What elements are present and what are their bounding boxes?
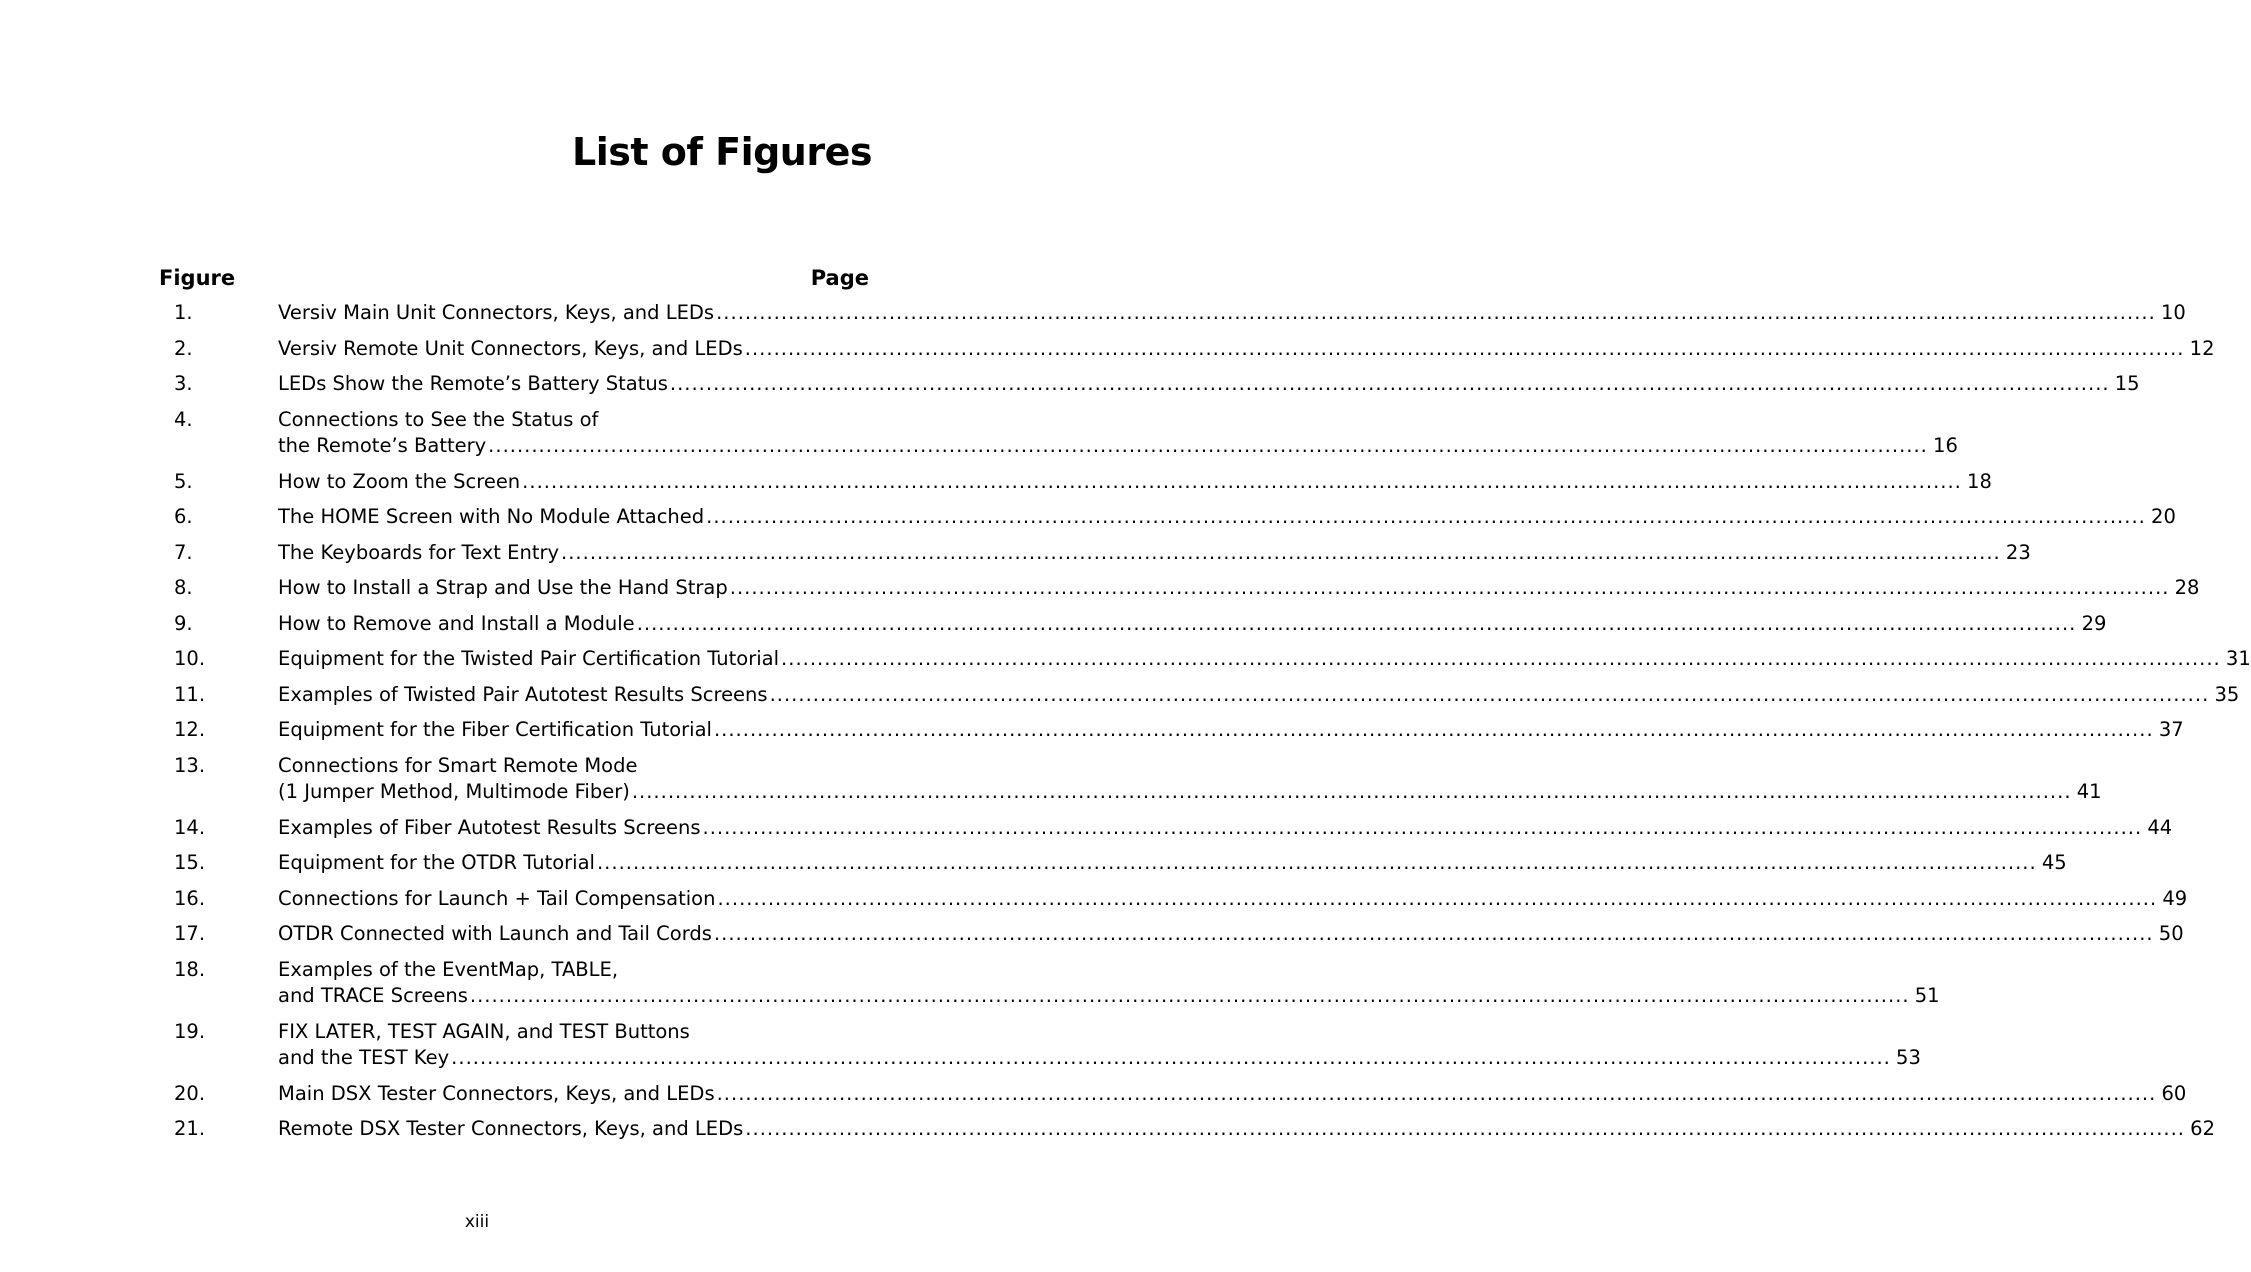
figure-entry (174, 717, 2184, 744)
dot-leader: ........................................................................................................................................................................................................ (469, 984, 1910, 1007)
figure-title: Versiv Remote Unit Connectors, Keys, and LEDs (278, 336, 743, 360)
figure-entry (174, 921, 2184, 948)
dot-leader: ........................................................................................................................................................................................................ (729, 576, 2170, 599)
figure-title: Connections to See the Status of (278, 407, 599, 431)
dot-leader: ........................................................................................................................................................................................................ (745, 1117, 2185, 1140)
dot-leader: ........................................................................................................................................................................................................ (488, 434, 1928, 457)
dot-leader: ........................................................................................................................................................................................................ (669, 372, 2110, 395)
figure-title: Examples of Fiber Autotest Results Screens (278, 815, 701, 839)
figure-entry (174, 504, 2176, 531)
figure-page-number: 49 (2162, 886, 2188, 910)
figure-page-number: 60 (2161, 1081, 2187, 1105)
dot-leader: ........................................................................................................................................................................................................ (713, 922, 2154, 945)
figure-entry (174, 336, 2215, 363)
figure-entry (174, 611, 2107, 638)
figure-title: OTDR Connected with Launch and Tail Cords (278, 922, 712, 945)
dot-leader: ........................................................................................................................................................................................................ (706, 505, 2146, 528)
figure-number: 7. (174, 540, 193, 564)
dot-leader: ........................................................................................................................................................................................................ (744, 336, 2185, 360)
figure-page-number: 29 (2081, 611, 2107, 635)
figure-page-number: 20 (2151, 505, 2176, 528)
figure-number: 9. (174, 611, 193, 635)
figure-entry (174, 815, 2173, 842)
figure-title: and the TEST Key (278, 1046, 450, 1069)
figure-page-number: 10 (2160, 301, 2186, 324)
dot-leader: ........................................................................................................................................................................................................ (596, 851, 2037, 874)
figure-entry (174, 646, 2251, 673)
figure-title: Examples of the EventMap, TABLE, (278, 957, 619, 981)
figure-title: (1 Jumper Method, Multimode Fiber) (278, 780, 630, 803)
figure-page-number: 23 (2005, 540, 2031, 564)
dot-leader: ........................................................................................................................................................................................................ (716, 1081, 2157, 1105)
figure-title: Main DSX Tester Connectors, Keys, and LEDs (278, 1081, 715, 1105)
dot-leader: ........................................................................................................................................................................................................ (702, 815, 2143, 839)
figure-page-number: 50 (2158, 922, 2184, 945)
figure-title: Equipment for the Twisted Pair Certification Tutorial (278, 647, 780, 670)
dot-leader: ........................................................................................................................................................................................................ (713, 718, 2154, 741)
figure-entry (174, 300, 2186, 327)
figure-number: 19. (174, 1019, 206, 1043)
figure-entry (174, 1081, 2187, 1108)
figure-title: LEDs Show the Remote’s Battery Status (278, 372, 668, 395)
dot-leader: ........................................................................................................................................................................................................ (636, 611, 2077, 635)
dot-leader: ........................................................................................................................................................................................................ (769, 682, 2210, 706)
figure-number: 14. (174, 815, 206, 839)
figure-entry (174, 682, 2240, 709)
figure-page-number: 53 (1896, 1046, 1921, 1069)
dot-leader: ........................................................................................................................................................................................................ (522, 469, 1962, 493)
figure-title: Connections for Smart Remote Mode (278, 753, 638, 777)
page-title: List of Figures (572, 130, 872, 174)
figure-page-number: 31 (2225, 647, 2251, 670)
figure-number: 8. (174, 576, 193, 599)
figure-title: How to Zoom the Screen (278, 469, 521, 493)
figure-page-number: 62 (2190, 1117, 2215, 1140)
figure-title: FIX LATER, TEST AGAIN, and TEST Buttons (278, 1019, 690, 1043)
figure-title: the Remote’s Battery (278, 434, 487, 457)
figure-page-number: 12 (2189, 336, 2215, 360)
figure-title: How to Install a Strap and Use the Hand Strap (278, 576, 728, 599)
figure-title: Equipment for the Fiber Certification Tutorial (278, 718, 712, 741)
figure-title: The Keyboards for Text Entry (278, 540, 560, 564)
dot-leader: ........................................................................................................................................................................................................ (716, 301, 2156, 324)
figure-entry (174, 1019, 1921, 1072)
figure-entry (174, 540, 2031, 567)
figure-entry (174, 575, 2200, 602)
figure-page-number: 41 (2076, 780, 2102, 803)
figure-entry (174, 371, 2140, 398)
figure-number: 12. (174, 718, 206, 741)
figure-page-number: 45 (2041, 851, 2067, 874)
figure-page-number: 28 (2174, 576, 2200, 599)
dot-leader: ........................................................................................................................................................................................................ (717, 886, 2158, 910)
figure-title: Connections for Launch + Tail Compensation (278, 886, 716, 910)
dot-leader: ........................................................................................................................................................................................................ (631, 780, 2072, 803)
figure-title: Equipment for the OTDR Tutorial (278, 851, 595, 874)
figure-page-number: 44 (2147, 815, 2173, 839)
figure-title: Examples of Twisted Pair Autotest Results Screens (278, 682, 768, 706)
figure-number: 11. (174, 682, 206, 706)
figure-page-number: 35 (2214, 682, 2240, 706)
figure-number: 2. (174, 336, 193, 360)
figure-title: Remote DSX Tester Connectors, Keys, and LEDs (278, 1117, 744, 1140)
page-number: xiii (464, 1212, 490, 1232)
column-headers (159, 266, 869, 290)
figure-column-header: Figure (159, 266, 236, 290)
figure-number: 21. (174, 1117, 206, 1140)
figure-page-number: 15 (2114, 372, 2140, 395)
figure-title: The HOME Screen with No Module Attached (278, 505, 705, 528)
figure-entry (174, 850, 2067, 877)
figure-page-number: 18 (1967, 469, 1992, 493)
figure-number: 18. (174, 957, 206, 981)
page-column-header: Page (810, 266, 869, 290)
figure-title: How to Remove and Install a Module (278, 611, 635, 635)
dot-leader: ........................................................................................................................................................................................................ (561, 540, 2001, 564)
figure-title: and TRACE Screens (278, 984, 468, 1007)
figure-number: 13. (174, 753, 206, 777)
figure-list (174, 300, 2251, 1152)
figure-number: 4. (174, 407, 193, 431)
figure-number: 5. (174, 469, 193, 493)
figure-entry (174, 1116, 2215, 1143)
figure-number: 16. (174, 886, 206, 910)
figure-number: 6. (174, 505, 193, 528)
figure-number: 20. (174, 1081, 206, 1105)
figure-title: Versiv Main Unit Connectors, Keys, and LEDs (278, 301, 715, 324)
figure-entry (174, 407, 1958, 460)
figure-entry (174, 753, 2102, 806)
figure-number: 3. (174, 372, 193, 395)
figure-number: 1. (174, 301, 193, 324)
figure-number: 17. (174, 922, 206, 945)
figure-page-number: 37 (2158, 718, 2184, 741)
dot-leader: ........................................................................................................................................................................................................ (451, 1046, 1891, 1069)
dot-leader: ........................................................................................................................................................................................................ (781, 647, 2221, 670)
figure-page-number: 51 (1914, 984, 1940, 1007)
figure-entry (174, 957, 1940, 1010)
figure-entry (174, 886, 2188, 913)
figure-entry (174, 469, 1992, 496)
figure-number: 15. (174, 851, 206, 874)
figure-number: 10. (174, 647, 206, 670)
figure-page-number: 16 (1933, 434, 1958, 457)
